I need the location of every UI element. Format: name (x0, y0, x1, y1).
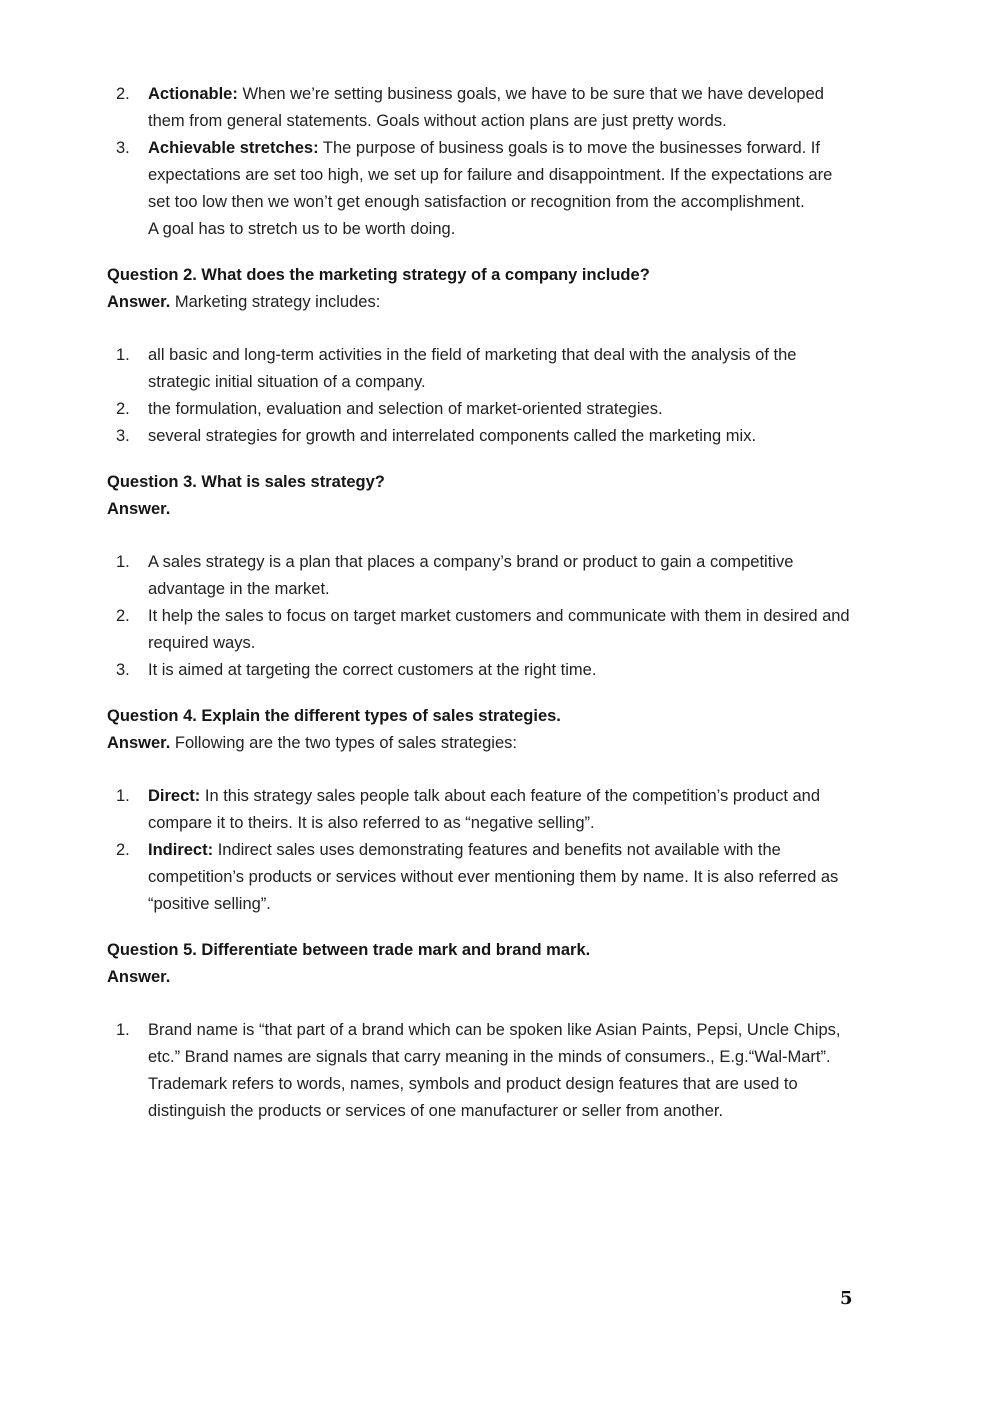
answer-label: Answer. (107, 293, 171, 311)
list-item-number: 3. (116, 139, 130, 157)
answer-label: Answer. (107, 734, 171, 752)
list-item-text: Indirect sales uses demonstrating features and benefits not available with the competition’s products or services without ever mentioning them by name. It is also referred as “positive selling”. (148, 841, 839, 913)
list-item-body (148, 396, 855, 423)
list-item-lead: Achievable stretches: (148, 139, 319, 157)
question-3-list (107, 549, 855, 684)
question-heading: Question 5. Differentiate between trade mark and brand mark. (107, 941, 591, 959)
list-item-body (148, 783, 855, 837)
list-item-number: 2. (116, 400, 130, 418)
list-item-text: It help the sales to focus on target market customers and communicate with them in desired and required ways. (148, 607, 850, 652)
list-item-text: Brand name is “that part of a brand which can be spoken like Asian Paints, Pepsi, Uncle Chips, etc.” Brand names are signals that carry meaning in the minds of consumers., E.g.“Wal-Mart”. (148, 1021, 841, 1066)
list-item-lead: Indirect: (148, 841, 214, 859)
question-heading: Question 3. What is sales strategy? (107, 473, 385, 491)
list-item (107, 1017, 855, 1125)
list-item-number: 1. (116, 553, 130, 571)
list-item-number: 2. (116, 607, 130, 625)
list-item-number: 1. (116, 1021, 130, 1039)
answer-line (107, 964, 855, 991)
list-item-extra-text: Trademark refers to words, names, symbols and product design features that are used to distinguish the products or services of one manufacturer or seller from another. (148, 1075, 798, 1120)
list-item-text: all basic and long-term activities in the field of marketing that deal with the analysis of the strategic initial situation of a company. (148, 346, 797, 391)
answer-line (107, 730, 855, 757)
list-item (107, 657, 855, 684)
answer-line (107, 496, 855, 523)
question-3-section (107, 469, 855, 684)
question-5-section (107, 937, 855, 1125)
list-item (107, 783, 855, 837)
question-5-list (107, 1017, 855, 1125)
list-item (107, 837, 855, 918)
list-item-number: 1. (116, 346, 130, 364)
answer-intro: Following are the two types of sales strategies: (174, 734, 517, 752)
list-item-lead: Actionable: (148, 85, 238, 103)
list-item-body (148, 837, 855, 918)
answer-label: Answer. (107, 500, 171, 518)
list-item-text: When we’re setting business goals, we have to be sure that we have developed them from general statements. Goals without action plans are just pretty words. (148, 85, 824, 130)
answer-label: Answer. (107, 968, 171, 986)
list-item-extra-text: A goal has to stretch us to be worth doing. (148, 220, 456, 238)
list-item-text: In this strategy sales people talk about each feature of the competition’s product and compare it to theirs. It is also referred to as “negative selling”. (148, 787, 821, 832)
list-item-number: 3. (116, 427, 130, 445)
question-2-section (107, 262, 855, 450)
question-4-list (107, 783, 855, 918)
list-item-body (148, 1017, 855, 1125)
list-item (107, 549, 855, 603)
question-heading: Question 4. Explain the different types of sales strategies. (107, 707, 561, 725)
list-item-body (148, 81, 855, 135)
list-item-body (148, 549, 855, 603)
question-2-list (107, 342, 855, 450)
list-item-number: 2. (116, 85, 130, 103)
list-item (107, 81, 855, 135)
list-item-body (148, 603, 855, 657)
question-4-section (107, 703, 855, 918)
goal-criteria-list (107, 81, 855, 243)
list-item (107, 342, 855, 396)
list-item-body (148, 423, 855, 450)
list-item-text: It is aimed at targeting the correct customers at the right time. (148, 661, 597, 679)
answer-intro: Marketing strategy includes: (174, 293, 381, 311)
list-item (107, 135, 855, 243)
list-item-number: 2. (116, 841, 130, 859)
list-item (107, 423, 855, 450)
list-item-number: 3. (116, 661, 130, 679)
list-item-text: the formulation, evaluation and selection of market-oriented strategies. (148, 400, 663, 418)
question-heading: Question 2. What does the marketing strategy of a company include? (107, 266, 650, 284)
list-item-body (148, 657, 855, 684)
list-item-body (148, 342, 855, 396)
list-item-number: 1. (116, 787, 130, 805)
list-item-text: The purpose of business goals is to move the businesses forward. If expectations are set too high, we set up for failure and disappointment. If the expectations are set too low then we won’t get enough satisfaction or recognition from the accomplishment. (148, 139, 833, 211)
answer-line (107, 289, 855, 316)
list-item (107, 396, 855, 423)
page-number: 5 (840, 1288, 853, 1309)
list-item (107, 603, 855, 657)
list-item-text: several strategies for growth and interrelated components called the marketing mix. (148, 427, 757, 445)
list-item-text: A sales strategy is a plan that places a company’s brand or product to gain a competitive advantage in the market. (148, 553, 794, 598)
list-item-lead: Direct: (148, 787, 201, 805)
list-item-body (148, 135, 855, 243)
